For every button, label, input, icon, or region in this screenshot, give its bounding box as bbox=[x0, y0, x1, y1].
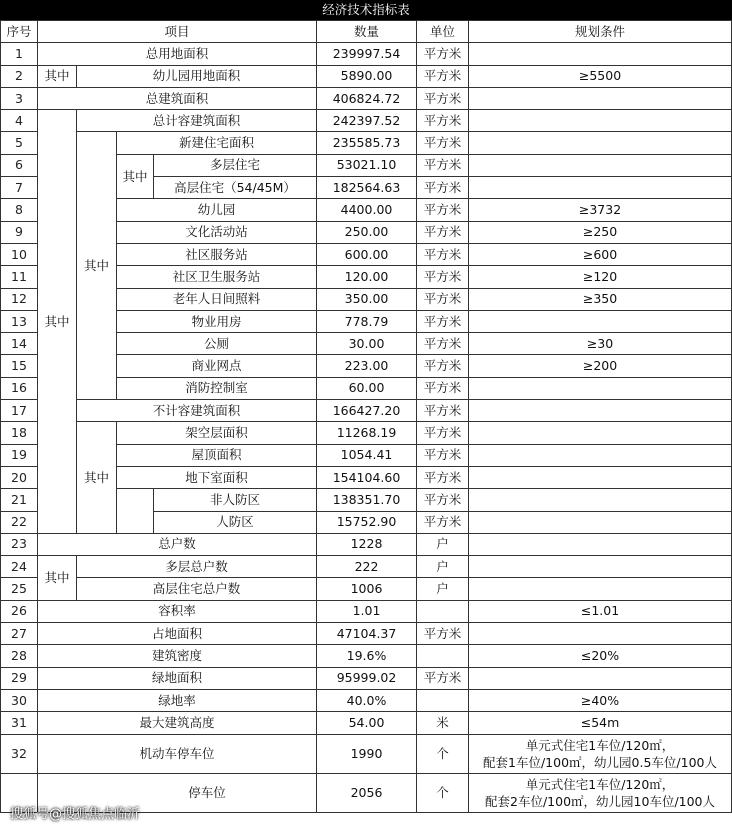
row-cond bbox=[469, 667, 732, 689]
row-cond: ≥3732 bbox=[469, 199, 732, 221]
row-item: 地下室面积 bbox=[117, 466, 317, 488]
table-row bbox=[1, 422, 732, 444]
row-qty: 182564.63 bbox=[317, 177, 417, 199]
row-qty: 1006 bbox=[317, 578, 417, 600]
table-row bbox=[1, 645, 732, 667]
row-item: 人防区 bbox=[154, 511, 317, 533]
row-cond bbox=[469, 422, 732, 444]
row-unit: 平方米 bbox=[417, 466, 469, 488]
row-cond bbox=[469, 533, 732, 555]
row-qty: 239997.54 bbox=[317, 43, 417, 65]
row-number: 20 bbox=[1, 466, 38, 488]
row-number: 26 bbox=[1, 600, 38, 622]
row-number: 11 bbox=[1, 266, 38, 288]
row-item: 社区服务站 bbox=[117, 243, 317, 265]
row-cond-line2: 配套2车位/100㎡，幼儿园10车位/100人 bbox=[485, 793, 716, 809]
row-cond bbox=[469, 43, 732, 65]
row-unit bbox=[417, 645, 469, 667]
row-cond: ≥250 bbox=[469, 221, 732, 243]
row-item: 停车位 bbox=[38, 773, 317, 812]
row-qty: 95999.02 bbox=[317, 667, 417, 689]
row-qty: 54.00 bbox=[317, 712, 417, 734]
row-unit: 平方米 bbox=[417, 177, 469, 199]
row-qty: 154104.60 bbox=[317, 466, 417, 488]
row-cond-line1: 单元式住宅1车位/120㎡， bbox=[525, 737, 675, 753]
row-unit: 平方米 bbox=[417, 288, 469, 310]
qizhong-label: 其中 bbox=[38, 556, 77, 601]
table-row bbox=[1, 667, 732, 689]
table-row bbox=[1, 65, 732, 87]
row-item: 屋顶面积 bbox=[117, 444, 317, 466]
row-cond bbox=[469, 773, 732, 812]
row-item: 社区卫生服务站 bbox=[117, 266, 317, 288]
row-qty: 1990 bbox=[317, 734, 417, 773]
row-item: 建筑密度 bbox=[38, 645, 317, 667]
table-row bbox=[1, 87, 732, 109]
row-qty: 1.01 bbox=[317, 600, 417, 622]
row-number: 19 bbox=[1, 444, 38, 466]
row-number: 2 bbox=[1, 65, 38, 87]
row-item: 不计容建筑面积 bbox=[77, 400, 317, 422]
header-qty: 数量 bbox=[317, 21, 417, 43]
row-cond: ≥200 bbox=[469, 355, 732, 377]
table-row bbox=[1, 132, 732, 154]
row-number: 7 bbox=[1, 177, 38, 199]
row-number: 18 bbox=[1, 422, 38, 444]
row-number: 23 bbox=[1, 533, 38, 555]
row-number: 25 bbox=[1, 578, 38, 600]
row-cond: ≥120 bbox=[469, 266, 732, 288]
row-qty: 60.00 bbox=[317, 377, 417, 399]
row-item: 机动车停车位 bbox=[38, 734, 317, 773]
row-item: 多层住宅 bbox=[154, 154, 317, 176]
row-cond bbox=[469, 154, 732, 176]
row-cond bbox=[469, 734, 732, 773]
row-item: 新建住宅面积 bbox=[117, 132, 317, 154]
qizhong-label: 其中 bbox=[117, 154, 154, 199]
table-row bbox=[1, 533, 732, 555]
row-unit: 平方米 bbox=[417, 65, 469, 87]
header-no: 序号 bbox=[1, 21, 38, 43]
row-cond: ≤20% bbox=[469, 645, 732, 667]
economic-indicators-table bbox=[0, 20, 732, 813]
row-qty: 30.00 bbox=[317, 333, 417, 355]
row-unit: 平方米 bbox=[417, 310, 469, 332]
row-cond-line1: 单元式住宅1车位/120㎡， bbox=[525, 776, 675, 792]
row-item: 物业用房 bbox=[117, 310, 317, 332]
row-number: 28 bbox=[1, 645, 38, 667]
row-unit: 平方米 bbox=[417, 199, 469, 221]
row-qty: 778.79 bbox=[317, 310, 417, 332]
row-qty: 1054.41 bbox=[317, 444, 417, 466]
row-number: 17 bbox=[1, 400, 38, 422]
header-item: 项目 bbox=[38, 21, 317, 43]
table-row bbox=[1, 556, 732, 578]
row-number: 32 bbox=[1, 734, 38, 773]
row-qty: 1228 bbox=[317, 533, 417, 555]
row-item: 容积率 bbox=[38, 600, 317, 622]
row-number: 31 bbox=[1, 712, 38, 734]
row-cond bbox=[469, 310, 732, 332]
row-cond: ≥40% bbox=[469, 689, 732, 711]
row-unit: 平方米 bbox=[417, 377, 469, 399]
row-number: 1 bbox=[1, 43, 38, 65]
row-number: 6 bbox=[1, 154, 38, 176]
table-row bbox=[1, 578, 732, 600]
row-unit: 平方米 bbox=[417, 132, 469, 154]
row-qty: 242397.52 bbox=[317, 110, 417, 132]
row-item: 多层总户数 bbox=[77, 556, 317, 578]
row-cond bbox=[469, 578, 732, 600]
table-row bbox=[1, 689, 732, 711]
table-row bbox=[1, 400, 732, 422]
row-cond bbox=[469, 489, 732, 511]
row-qty: 222 bbox=[317, 556, 417, 578]
row-item: 绿地面积 bbox=[38, 667, 317, 689]
row-item: 最大建筑高度 bbox=[38, 712, 317, 734]
row-cond: ≥5500 bbox=[469, 65, 732, 87]
row-item: 老年人日间照料 bbox=[117, 288, 317, 310]
table-row bbox=[1, 734, 732, 773]
row-unit: 平方米 bbox=[417, 110, 469, 132]
row-number: 24 bbox=[1, 556, 38, 578]
row-unit bbox=[417, 600, 469, 622]
row-number: 16 bbox=[1, 377, 38, 399]
row-unit: 户 bbox=[417, 578, 469, 600]
header-row bbox=[1, 21, 732, 43]
row-number: 12 bbox=[1, 288, 38, 310]
row-unit: 平方米 bbox=[417, 43, 469, 65]
row-qty: 600.00 bbox=[317, 243, 417, 265]
qizhong-label: 其中 bbox=[38, 110, 77, 534]
row-number: 8 bbox=[1, 199, 38, 221]
row-qty: 19.6% bbox=[317, 645, 417, 667]
row-number: 13 bbox=[1, 310, 38, 332]
row-item: 绿地率 bbox=[38, 689, 317, 711]
row-number: 21 bbox=[1, 489, 38, 511]
row-number: 15 bbox=[1, 355, 38, 377]
qizhong-label: 其中 bbox=[77, 422, 117, 533]
row-qty: 166427.20 bbox=[317, 400, 417, 422]
row-unit: 个 bbox=[417, 734, 469, 773]
row-unit: 平方米 bbox=[417, 400, 469, 422]
row-item: 商业网点 bbox=[117, 355, 317, 377]
row-number: 10 bbox=[1, 243, 38, 265]
row-unit bbox=[417, 689, 469, 711]
row-item: 高层住宅（54/45M） bbox=[154, 177, 317, 199]
row-unit: 平方米 bbox=[417, 87, 469, 109]
row-number: 3 bbox=[1, 87, 38, 109]
row-item: 幼儿园 bbox=[117, 199, 317, 221]
row-cond bbox=[469, 466, 732, 488]
header-unit: 单位 bbox=[417, 21, 469, 43]
table-row bbox=[1, 43, 732, 65]
row-qty: 40.0% bbox=[317, 689, 417, 711]
row-unit: 户 bbox=[417, 533, 469, 555]
row-qty: 235585.73 bbox=[317, 132, 417, 154]
row-unit: 户 bbox=[417, 556, 469, 578]
row-item: 公厕 bbox=[117, 333, 317, 355]
qizhong-label: 其中 bbox=[77, 132, 117, 400]
row-unit: 平方米 bbox=[417, 489, 469, 511]
row-item: 非人防区 bbox=[154, 489, 317, 511]
row-number: 22 bbox=[1, 511, 38, 533]
row-unit: 平方米 bbox=[417, 154, 469, 176]
row-qty: 15752.90 bbox=[317, 511, 417, 533]
blank-cell bbox=[117, 489, 154, 534]
row-cond bbox=[469, 132, 732, 154]
row-qty: 47104.37 bbox=[317, 623, 417, 645]
row-qty: 138351.70 bbox=[317, 489, 417, 511]
row-qty: 5890.00 bbox=[317, 65, 417, 87]
table-row bbox=[1, 623, 732, 645]
row-qty: 250.00 bbox=[317, 221, 417, 243]
row-number: 29 bbox=[1, 667, 38, 689]
row-number: 9 bbox=[1, 221, 38, 243]
row-cond bbox=[469, 444, 732, 466]
table-row bbox=[1, 600, 732, 622]
row-cond bbox=[469, 377, 732, 399]
row-cond bbox=[469, 400, 732, 422]
table-row bbox=[1, 712, 732, 734]
row-item: 架空层面积 bbox=[117, 422, 317, 444]
row-number: 14 bbox=[1, 333, 38, 355]
row-cond bbox=[469, 556, 732, 578]
row-qty: 11268.19 bbox=[317, 422, 417, 444]
row-cond: ≥30 bbox=[469, 333, 732, 355]
row-item: 总用地面积 bbox=[38, 43, 317, 65]
row-cond bbox=[469, 87, 732, 109]
row-qty: 350.00 bbox=[317, 288, 417, 310]
row-cond bbox=[469, 623, 732, 645]
row-unit: 米 bbox=[417, 712, 469, 734]
row-qty: 223.00 bbox=[317, 355, 417, 377]
row-unit: 平方米 bbox=[417, 623, 469, 645]
row-item: 总建筑面积 bbox=[38, 87, 317, 109]
row-qty: 2056 bbox=[317, 773, 417, 812]
header-cond: 规划条件 bbox=[469, 21, 732, 43]
row-unit: 平方米 bbox=[417, 511, 469, 533]
table-row bbox=[1, 110, 732, 132]
row-unit: 平方米 bbox=[417, 266, 469, 288]
row-unit: 个 bbox=[417, 773, 469, 812]
qizhong-label: 其中 bbox=[38, 65, 77, 87]
row-qty: 4400.00 bbox=[317, 199, 417, 221]
row-cond: ≤54m bbox=[469, 712, 732, 734]
row-unit: 平方米 bbox=[417, 667, 469, 689]
row-number: 30 bbox=[1, 689, 38, 711]
row-item: 消防控制室 bbox=[117, 377, 317, 399]
watermark: 搜狐号@搜狐焦点临沂 bbox=[10, 807, 141, 822]
row-unit: 平方米 bbox=[417, 422, 469, 444]
row-unit: 平方米 bbox=[417, 333, 469, 355]
row-number: 27 bbox=[1, 623, 38, 645]
row-cond-line2: 配套1车位/100㎡，幼儿园0.5车位/100人 bbox=[483, 754, 717, 770]
row-cond: ≥350 bbox=[469, 288, 732, 310]
row-qty: 53021.10 bbox=[317, 154, 417, 176]
row-unit: 平方米 bbox=[417, 243, 469, 265]
row-number: 4 bbox=[1, 110, 38, 132]
row-item: 幼儿园用地面积 bbox=[77, 65, 317, 87]
table-title: 经济技术指标表 bbox=[0, 0, 732, 20]
row-item: 占地面积 bbox=[38, 623, 317, 645]
row-cond: ≤1.01 bbox=[469, 600, 732, 622]
row-qty: 406824.72 bbox=[317, 87, 417, 109]
row-item: 总户数 bbox=[38, 533, 317, 555]
row-cond bbox=[469, 110, 732, 132]
row-item: 高层住宅总户数 bbox=[77, 578, 317, 600]
row-qty: 120.00 bbox=[317, 266, 417, 288]
row-number: 5 bbox=[1, 132, 38, 154]
row-cond bbox=[469, 177, 732, 199]
row-unit: 平方米 bbox=[417, 355, 469, 377]
row-item: 总计容建筑面积 bbox=[77, 110, 317, 132]
row-unit: 平方米 bbox=[417, 444, 469, 466]
row-cond bbox=[469, 511, 732, 533]
row-unit: 平方米 bbox=[417, 221, 469, 243]
row-cond: ≥600 bbox=[469, 243, 732, 265]
row-item: 文化活动站 bbox=[117, 221, 317, 243]
